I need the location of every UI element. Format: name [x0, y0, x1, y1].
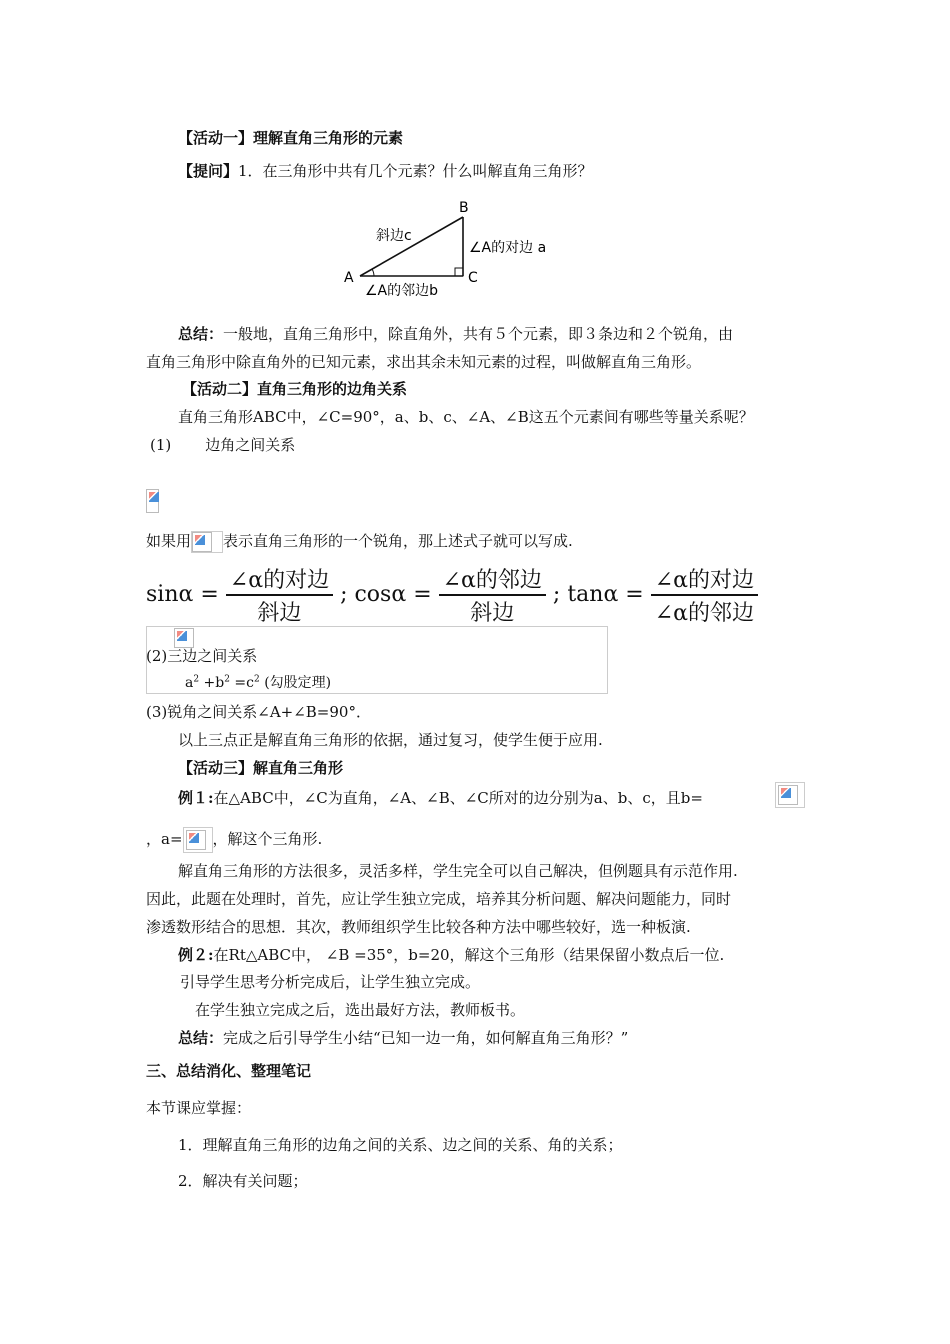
vertex-a-label: A — [344, 270, 354, 286]
example2: 例２:在Rt△ABC中， ∠B =35°，b=20，解这个三角形（结果保留小数点后一位. — [178, 946, 725, 964]
method-para-line2: 因此，此题在处理时，首先，应让学生独立完成，培养其分析问题、解决问题能力，同时 — [146, 890, 732, 908]
guide-line2: 在学生独立完成之后，选出最好方法，教师板书。 — [195, 1001, 526, 1019]
summary1-line1: 总结：一般地，直角三角形中，除直角外，共有５个元素，即３条边和２个锐角，由 — [178, 325, 734, 343]
hypotenuse-line — [360, 217, 463, 276]
alpha-line: 如果用 表示直角三角形的一个锐角，那上述式子就可以写成. — [146, 530, 573, 553]
activity2-conclusion: 以上三点正是解直角三角形的依据，通过复习，使学生便于应用. — [178, 731, 603, 749]
hypotenuse-label: 斜边c — [376, 228, 412, 244]
b-value-image-frame — [775, 782, 805, 808]
sin-label: sinα = — [146, 582, 219, 607]
item3: (3)锐角之间关系∠A+∠B=90°． — [146, 703, 371, 721]
section3-title: 三、总结消化、整理笔记 — [146, 1062, 312, 1080]
summary1-line2: 直角三角形中除直角外的已知元素，求出其余未知元素的过程，叫做解直角三角形。 — [146, 353, 702, 371]
activity1-title: 【活动一】理解直角三角形的元素 — [178, 129, 404, 147]
broken-image-icon — [186, 830, 206, 850]
section3-point2: 2．解决有关问题； — [178, 1172, 308, 1190]
opposite-side-label: ∠A的对边 a — [469, 240, 547, 256]
broken-image-icon — [192, 532, 212, 552]
broken-image-icon — [146, 489, 159, 513]
right-angle-mark — [455, 268, 463, 276]
summary1-label: 总结： — [178, 325, 224, 343]
example1-line2: ，a= ，解这个三角形. — [146, 827, 322, 853]
question-label: 【提问】 — [178, 162, 239, 180]
sin-fraction: $\frac{\text{∠α的对边}}{\text{斜边}}$ — [226, 563, 333, 627]
cos-label: ; cosα = — [340, 582, 432, 607]
activity2-intro: 直角三角形ABC中，∠C=90°，a、b、c、∠A、∠B这五个元素间有哪些等量关系呢？ — [178, 408, 754, 426]
guide-line1: 引导学生思考分析完成后，让学生独立完成。 — [180, 973, 481, 991]
question-line — [178, 160, 593, 181]
activity3-title: 【活动三】解直角三角形 — [178, 759, 344, 777]
vertex-c-label: C — [468, 270, 478, 286]
method-para-line1: 解直角三角形的方法很多，灵活多样，学生完全可以自己解决，但例题具有示范作用. — [178, 862, 738, 880]
item2: (2)三边之间关系 — [146, 647, 258, 665]
vertex-b-label: B — [459, 200, 469, 216]
section3-point1: 1．理解直角三角形的边角之间的关系、边之间的关系、角的关系； — [178, 1136, 623, 1154]
section3-intro: 本节课应掌握： — [146, 1099, 252, 1117]
angle-a-arc — [372, 269, 374, 276]
example1-line1: 例１:在△ABC中，∠C为直角，∠A、∠B、∠C所对的边分别为a、b、c，且b= — [178, 789, 703, 807]
question-text: 1．在三角形中共有几个元素？什么叫解直角三角形？ — [238, 162, 593, 180]
item1-text: 边角之间关系 — [205, 436, 296, 454]
right-triangle-diagram — [338, 198, 568, 298]
item1: (1) 边角之间关系 — [150, 436, 296, 454]
tan-label: ; tanα = — [552, 582, 644, 607]
adjacent-side-label: ∠A的邻边b — [365, 283, 439, 298]
tan-fraction: $\frac{\text{∠α的对边}}{\text{∠α的邻边}}$ — [651, 563, 758, 627]
alpha-image-frame — [191, 531, 223, 553]
method-para-line3: 渗透数形结合的思想．其次，教师组织学生比较各种方法中哪些较好，选一种板演. — [146, 918, 691, 936]
activity2-title: 【活动二】直角三角形的边角关系 — [182, 380, 408, 398]
activity3-summary: 总结：完成之后引导学生小结“已知一边一角，如何解直角三角形？” — [178, 1029, 629, 1047]
pythagorean-formula: $a^2 +b^2 =c^2$ (勾股定理) — [185, 674, 332, 691]
broken-image-icon — [778, 785, 798, 805]
trig-formula — [146, 563, 758, 627]
cos-fraction: $\frac{\text{∠α的邻边}}{\text{斜边}}$ — [439, 563, 546, 627]
a-value-image-frame — [183, 827, 213, 853]
